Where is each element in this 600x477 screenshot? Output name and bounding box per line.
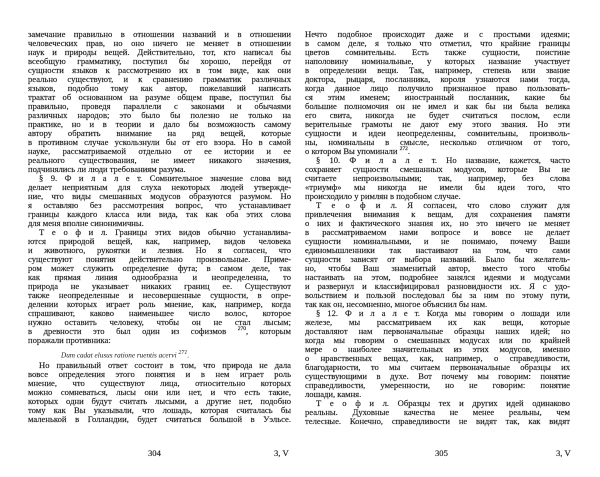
text-line: но, чтобы Ваш знаменитый автор, вместо того чтобы <box>305 263 570 273</box>
text-line: сущности языков к рассмотрению их в том виде, как они <box>28 65 291 75</box>
text-line: ются природой вещей, как, например, видов человека <box>28 236 291 246</box>
text-line: человеческих прав, но оно ничего не меняет в отношении <box>28 38 291 48</box>
right-page-text <box>305 30 570 426</box>
text-line: о нравственных вещах, как, например, о справедливости, <box>305 353 570 363</box>
right-page-signature: 3, V <box>556 448 571 458</box>
text-line: § 12. Ф и л а л е т. Когда мы говорим о лошади или <box>316 308 570 318</box>
text-line: языков, подобно тому как автор, пожелавший написать <box>28 83 291 93</box>
paragraph <box>305 30 570 156</box>
text-line: природа не указывает никаких границ ее. Существуют <box>28 281 291 291</box>
text-line: доставляют нам первоначальные образцы наших идей; но <box>305 326 570 336</box>
text-line: большие полномочия он не имел и как бы ни была велика <box>305 101 570 111</box>
text-line: как прямая линия однообразна и неопределенна, то <box>28 272 291 282</box>
left-page-text <box>28 30 291 424</box>
text-line: Т е о ф и л. Я согласен, что слово служит для <box>316 200 570 210</box>
text-line: всеобщую грамматику, поступил бы хорошо, перейдя от <box>28 56 291 66</box>
text-line: подчинялись ли люди требованиям разума. <box>28 164 186 174</box>
text-line: железе, мы рассматриваем их как вещи, которые <box>305 317 570 327</box>
left-page-number: 304 <box>148 448 161 458</box>
text-line: в противном случае ускользнули бы от его взора. Но в самой <box>28 137 291 147</box>
text-line: существуют понятия действительно произвольные. Приме- <box>28 254 291 264</box>
text-line: делении которых играет роль мнение, как, например, когда <box>28 299 291 309</box>
text-line: вовсе определения этого понятия и в нем играет роль <box>28 369 291 379</box>
paragraph <box>305 156 570 201</box>
text-line: наполовину номинальные, у которых название участвует <box>305 56 570 66</box>
text-line: поражали противника: <box>28 335 111 345</box>
text-line: тому как Вы указывали, что лошадь, которая считалась бы <box>28 405 291 415</box>
paragraph <box>305 399 570 426</box>
paragraph <box>28 361 291 424</box>
text-line: цветов сомнительны. Есть также сущности, поистине <box>305 47 570 57</box>
text-segment: . <box>407 146 410 156</box>
paragraph <box>305 309 570 399</box>
text-line: вольствием и пользой последовал бы за ним по этому пути, <box>305 290 570 300</box>
text-segment: в древности это был один из софизмов <box>28 326 238 336</box>
text-line: правильно, проведя параллели с законами и обычаями <box>28 101 291 111</box>
text-line: границы каждого класса или вида, так как оба этих слова <box>28 209 291 219</box>
text-line: спрашивают, каково наименьшее число волос, которое <box>28 308 291 318</box>
text-line: делает неприятным для слуха некоторых людей утвержде- <box>28 182 291 192</box>
text-line: благодарности, то мы считаем первоначальные образцы их <box>305 362 570 372</box>
text-line: сохраняет сущности смешанных модусов, которые Вы не <box>305 164 570 174</box>
text-line: практике, но и в теории и дало бы возможность самому <box>28 119 291 129</box>
text-line: когда данное лицо получило признанное право пользовать- <box>305 83 570 93</box>
text-line: настаивать на этом, подробнее занялся идеями и модусами <box>305 272 570 282</box>
text-line: реально существуют, и к сравнению грамматик различных <box>28 74 291 84</box>
text-line: существующими в духе. Вот почему мы говорим: понятие <box>305 371 570 381</box>
text-line: происходило у римлян в подобном случае. <box>305 191 461 201</box>
text-line: замечание правильно в отношении названий и в отношении <box>28 29 291 39</box>
text-segment: , которым <box>245 326 291 336</box>
text-line: ся этим именем; иностранный посланник, какие бы <box>305 92 570 102</box>
text-line: реального существования, не имеет никакого значения, <box>28 155 291 165</box>
text-line: § 10. Ф и л а л е т. Но название, кажется, часто <box>316 155 570 165</box>
text-line: для меня вполне синонимичны. <box>28 218 144 228</box>
text-line: различных народов; это было бы полезно не только на <box>28 110 291 120</box>
text-line: сущности и идеи неопределенны, сомнительны, произволь- <box>305 128 570 138</box>
text-line: Нечто подобное происходит даже и с простыми идеями; <box>305 29 570 39</box>
text-line: о них и фактического знания их, но это ничего не меняет <box>305 218 570 228</box>
text-line: лошади, камня. <box>305 389 362 399</box>
footnote-ref: 270 <box>237 326 246 332</box>
text-line: автору обратить внимание на ряд вещей, которые <box>28 128 291 138</box>
text-line: в определении вещи. Так, например, степень или звание <box>305 65 570 75</box>
footnote-ref: 272 <box>399 146 408 152</box>
text-line: мере о наиболее значительных из этих модусов, именно <box>305 344 570 354</box>
text-line: в рассматриваемом нами вопросе и вовсе не делает <box>305 227 570 237</box>
text-line: я оставляю без рассмотрения вопрос, что устанавливает <box>28 200 291 210</box>
text-line: справедливости, умеренности, но не говорим: понятие <box>305 380 570 390</box>
text-line: телесные. Конечно, справедливости не видят так, как видят <box>305 416 570 426</box>
text-line: трактат об основанном на разуме общем праве, поступил бы <box>28 92 291 102</box>
text-line: и животного, рукоятки и лезвия. Но я согласен, что <box>28 245 291 255</box>
text-line: привлечения внимания к вещам, для сохранения памяти <box>305 209 570 219</box>
paragraph <box>28 30 291 174</box>
paragraph <box>305 201 570 309</box>
text-line: «триумф» мы никогда не имели бы идеи того, что <box>305 182 570 192</box>
text-line: науке, рассматриваемой отдельно от ее истории и ее <box>28 146 291 156</box>
right-page-number: 305 <box>435 448 448 458</box>
text-line: ны, номинальны в смысле, несколько отличном от того, <box>305 137 570 147</box>
text-line: когда мы говорим о смешанных модусах или по крайней <box>305 335 570 345</box>
text-line: сущности зависят от выбора названий. Было бы желатель- <box>305 254 570 264</box>
text-line: доктора, рыцаря, посланника, короля узнаются нами тогда, <box>305 74 570 84</box>
text-line: реальны. Духовные качества не менее реальны, чем <box>305 407 570 417</box>
text-line: и развернул и классифицировал разновидности их. Я с удо- <box>305 281 570 291</box>
quotation <box>28 349 291 358</box>
text-line: нужно оставить человеку, чтобы он не стал лысым; <box>28 317 291 327</box>
quotation-punct: . <box>187 351 190 360</box>
text-line: единомышленники так настаивают на том, что сами <box>305 245 570 255</box>
text-line: также неопределенные и несовершенные сущности, в опре- <box>28 290 291 300</box>
text-line: верительные грамоты не дают ему этого звания. Но эти <box>305 119 570 129</box>
text-line: § 9. Ф и л а л е т. Сомнительное значение слова вид <box>39 173 291 183</box>
left-page-signature: 3, V <box>274 448 289 458</box>
text-line: ние, что виды смешанных модусов образуются разумом. Но <box>28 191 291 201</box>
text-line: сущности номинальными, и не понимаю, почему Ваши <box>305 236 570 246</box>
footnote-ref: 271 <box>178 350 188 356</box>
text-line: считаете непроизвольными; так, например, без слова <box>305 173 570 183</box>
paragraph <box>28 228 291 345</box>
text-line: в самом деле, я только что отметил, что крайние границы <box>305 38 570 48</box>
text-line: Т е о ф и л. Образцы тех и других идей одинаково <box>316 398 570 408</box>
text-line: Но правильный ответ состоит в том, что природа не дала <box>39 360 291 370</box>
text-line: его свита, никогда не будет считаться послом, если <box>305 110 570 120</box>
paragraph <box>28 174 291 228</box>
text-line: Т е о ф и л. Границы этих видов обычно устанавлива- <box>39 227 291 237</box>
text-line: мнение, что существуют лица, относительно которых <box>28 378 291 388</box>
text-line: ром может служить определение фута; в самом деле, так <box>28 263 291 273</box>
text-line: маленькой в Голландии, будет считаться большой в Уэльсе. <box>28 414 291 424</box>
text-line: так как он, несомненно, многое объяснил бы нам. <box>305 299 488 309</box>
text-line: наук и природы вещей. Действительно, тот, кто написал бы <box>28 47 291 57</box>
text-line: можно сомневаться, лысы они или нет, и что есть такие, <box>28 387 291 397</box>
text-segment: о котором Вы упоминали <box>305 146 400 156</box>
quotation-text: Dum cadat elusus ratione ruentis acervi <box>61 351 179 360</box>
text-line: которых одни будут считать лысыми, а другие нет, подобно <box>28 396 291 406</box>
